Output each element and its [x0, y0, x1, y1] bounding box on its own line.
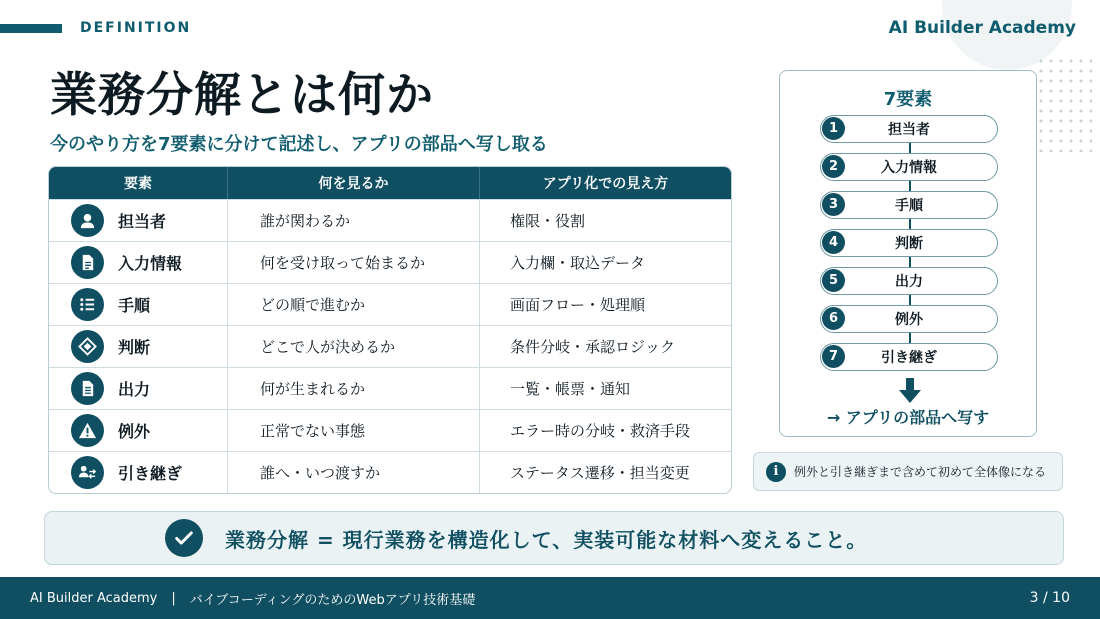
header-accent-bar: [0, 24, 62, 33]
table-header-element: 要素: [49, 167, 228, 199]
table-row: [49, 409, 731, 451]
table-header: [49, 167, 731, 199]
step-item: [820, 229, 998, 257]
step-label: 担当者: [888, 122, 930, 138]
table-cell-element: 出力: [118, 380, 151, 399]
step-item: [820, 153, 998, 181]
step-number: 1: [822, 117, 845, 140]
table-row: [49, 451, 731, 493]
brand-logo-text: AI Builder Academy: [888, 18, 1076, 38]
check-icon: [165, 519, 203, 557]
info-note-text: 例外と引き継ぎまで含めて初めて全体像になる: [794, 465, 1047, 479]
table-cell-look-at: 何を受け取って始まるか: [228, 242, 480, 283]
conclusion-text: 業務分解 = 現行業務を構造化して、実装可能な材料へ変えること。: [225, 527, 868, 552]
table-cell-app-view: 権限・役割: [510, 212, 586, 230]
step-number: 2: [822, 155, 845, 178]
step-item: [820, 343, 998, 371]
table-cell-element: 例外: [118, 422, 151, 441]
footer-course-title: バイブコーディングのためのWebアプリ技術基礎: [189, 592, 476, 608]
conclusion-banner: [44, 511, 1064, 565]
step-label: 手順: [895, 198, 923, 214]
diamond-decision-icon: [71, 330, 104, 363]
table-cell-app-view: 入力欄・取込データ: [510, 254, 646, 272]
section-label: DEFINITION: [80, 20, 192, 36]
table-cell-app-view: 画面フロー・処理順: [510, 296, 646, 314]
step-item: [820, 191, 998, 219]
elements-table: [48, 166, 732, 494]
footer-bar: [0, 577, 1100, 619]
table-row: [49, 283, 731, 325]
page-subtitle: 今のやり方を7要素に分けて記述し、アプリの部品へ写し取る: [50, 134, 548, 155]
page-title: 業務分解とは何か: [50, 68, 434, 123]
step-label: 例外: [895, 312, 923, 328]
handover-icon: [71, 456, 104, 489]
step-item: [820, 305, 998, 333]
footer-separator: |: [171, 590, 176, 606]
table-cell-app-view: 一覧・帳票・通知: [510, 380, 631, 398]
table-cell-element: 担当者: [118, 212, 167, 231]
step-number: 7: [822, 345, 845, 368]
step-number: 6: [822, 307, 845, 330]
list-icon: [71, 288, 104, 321]
step-number: 4: [822, 231, 845, 254]
table-cell-element: 手順: [118, 296, 151, 315]
table-header-app-view: アプリ化での見え方: [542, 176, 669, 192]
decorative-dot-grid: [1036, 56, 1092, 152]
document-output-icon: [71, 372, 104, 405]
table-cell-element: 判断: [118, 338, 151, 357]
table-cell-look-at: 誰が関わるか: [228, 200, 480, 241]
arrow-down-icon: [898, 378, 922, 404]
table-cell-element: 入力情報: [118, 254, 183, 273]
info-note: [753, 452, 1063, 491]
table-cell-look-at: 正常でない事態: [228, 410, 480, 451]
step-item: [820, 267, 998, 295]
warning-icon: [71, 414, 104, 447]
table-row: [49, 367, 731, 409]
table-cell-app-view: ステータス遷移・担当変更: [510, 464, 690, 482]
table-row: [49, 325, 731, 367]
table-cell-look-at: どこで人が決めるか: [228, 326, 480, 367]
table-cell-look-at: どの順で進むか: [228, 284, 480, 325]
table-cell-app-view: エラー時の分岐・救済手段: [510, 422, 691, 440]
document-icon: [71, 246, 104, 279]
footer-brand: AI Builder Academy: [30, 590, 158, 606]
step-label: 引き継ぎ: [881, 350, 937, 366]
table-cell-element: 引き継ぎ: [118, 464, 183, 483]
table-cell-look-at: 誰へ・いつ渡すか: [228, 452, 480, 493]
step-item: [820, 115, 998, 143]
table-row: [49, 199, 731, 241]
table-cell-app-view: 条件分岐・承認ロジック: [510, 338, 676, 356]
table-header-look-at: 何を見るか: [228, 167, 480, 199]
panel-title: 7要素: [883, 89, 933, 110]
table-row: [49, 241, 731, 283]
step-label: 出力: [895, 274, 923, 290]
step-label: 入力情報: [881, 160, 937, 176]
panel-footer-text: → アプリの部品へ写す: [826, 408, 990, 427]
step-number: 5: [822, 269, 845, 292]
step-number: 3: [822, 193, 845, 216]
info-icon: i: [766, 462, 786, 482]
table-cell-look-at: 何が生まれるか: [228, 368, 480, 409]
seven-elements-panel: [779, 70, 1037, 437]
page-number: 3 / 10: [1029, 590, 1070, 606]
step-label: 判断: [895, 236, 923, 252]
person-icon: [71, 204, 104, 237]
